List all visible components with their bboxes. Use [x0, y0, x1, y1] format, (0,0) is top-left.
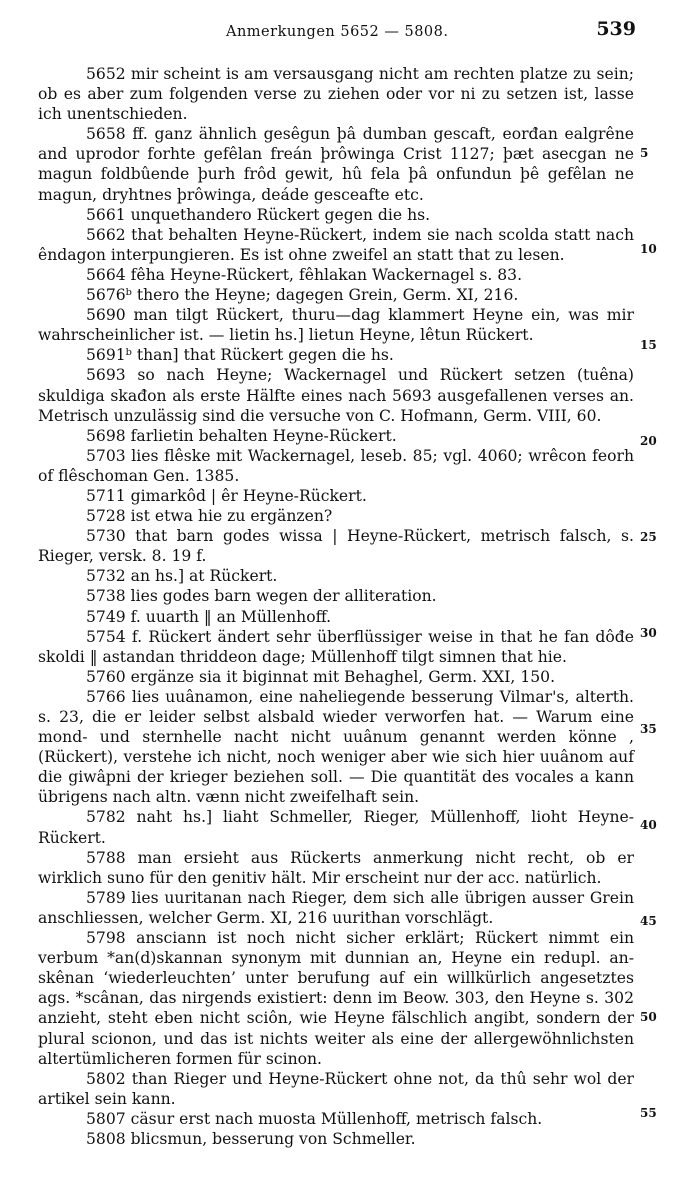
line-number: 25 [640, 530, 657, 544]
note-paragraph: 5789 lies uuritanan nach Rieger, dem sich alle übrigen ausser Grein anschliessen, welcher Germ. XI, 216 uurithan vorschlägt. [38, 888, 634, 927]
note-paragraph: 5749 f. uuarth ‖ an Müllenhoff. [86, 607, 332, 626]
note-paragraph: 5760 ergänze sia it biginnat mit Behaghel, Germ. XXI, 150. [86, 667, 556, 686]
note-paragraph: 5658 ff. ganz ähnlich gesêgun þâ dumban gescaft, eorđan ealgrêne and uprodor forhte gefêlan freán þrôwinga Crist 1127; þæt asecgan ne magun foldbûende þurh frôd gewit, hû fela þâ onfundun þê gefêlan ne magun, dryhtnes þrôwinga, deáde gesceafte etc. [38, 125, 634, 204]
note-paragraph: 5788 man ersieht aus Rückerts anmerkung nicht recht, ob er wirklich suno für den genitiv hält. Mir erscheint nur der acc. natürlich. [38, 848, 634, 887]
note-paragraph: 5664 fêha Heyne-Rückert, fêhlakan Wackernagel s. 83. [86, 265, 523, 284]
note-paragraph: 5691ᵇ than] that Rückert gegen die hs. [86, 346, 394, 365]
line-number: 40 [640, 818, 657, 832]
note-paragraph: 5807 cäsur erst nach muosta Müllenhoff, metrisch falsch. [86, 1109, 543, 1128]
page-header [36, 18, 636, 44]
note-paragraph: 5754 f. Rückert ändert sehr überflüssiger weise in that he fan dôđe skoldi ‖ astandan thriddeon dage; Müllenhoff tilgt simnen that hie. [38, 627, 634, 666]
note-paragraph: 5802 than Rieger und Heyne-Rückert ohne not, da thû sehr wol der artikel sein kann. [38, 1069, 634, 1108]
notes-body [38, 64, 634, 1149]
note-paragraph: 5711 gimarkôd | êr Heyne-Rückert. [86, 486, 367, 505]
line-number: 50 [640, 1010, 657, 1024]
note-paragraph: 5661 unquethandero Rückert gegen die hs. [86, 205, 431, 224]
line-number: 15 [640, 338, 657, 352]
note-paragraph: 5703 lies flêske mit Wackernagel, leseb. 85; vgl. 4060; wrêcon feorh of flêschoman Gen. 1385. [38, 446, 634, 485]
line-number: 55 [640, 1106, 657, 1120]
note-paragraph: 5766 lies uuânamon, eine naheliegende besserung Vilmar's, alterth. s. 23, die er leider selbst alsbald wieder verworfen hat. — Warum eine mond- und sternhelle nacht nicht uuânum genannt werden könne ,(Rückert), verstehe ich nicht, noch weniger aber wie sich hier uuânom auf die giwâpni der krieger beziehen soll. — Die quantität des vocales a kann übrigens nach altn. vænn nicht zweifelhaft sein. [38, 687, 634, 807]
note-paragraph: 5798 ansciann ist noch nicht sicher erklärt; Rückert nimmt ein verbum *an(d)skannan synonym mit dunnian an, Heyne ein redupl. an-skênan ‘wiederleuchten’ unter berufung auf ein willkürlich angesetztes ags. *scânan, das nirgends existiert: denn im Beow. 303, den Heyne s. 302 anzieht, steht eben nicht sciôn, wie Heyne fälschlich angibt, sondern der plural scionon, und das ist nichts weiter als eine der allergewöhnlichsten altertümlicheren formen für scinon. [38, 929, 634, 1068]
note-paragraph: 5728 ist etwa hie zu ergänzen? [86, 507, 333, 526]
line-number: 5 [640, 146, 649, 160]
note-paragraph: 5662 that behalten Heyne-Rückert, indem sie nach scolda statt nach êndagon interpungieren. Es ist ohne zweifel an statt that zu lesen. [38, 225, 634, 264]
line-number: 45 [640, 914, 657, 928]
line-number: 35 [640, 722, 657, 736]
note-paragraph: 5782 naht hs.] liaht Schmeller, Rieger, Müllenhoff, lioht Heyne-Rückert. [38, 808, 634, 847]
note-paragraph: 5676ᵇ thero the Heyne; dagegen Grein, Germ. XI, 216. [86, 286, 519, 305]
running-head: Anmerkungen 5652 — 5808. [226, 24, 449, 40]
page-number: 539 [596, 18, 636, 40]
note-paragraph: 5808 blicsmun, besserung von Schmeller. [86, 1129, 416, 1148]
line-number: 30 [640, 626, 657, 640]
note-paragraph: 5730 that barn godes wissa | Heyne-Rückert, metrisch falsch, s. Rieger, versk. 8. 19 f. [38, 527, 634, 566]
note-paragraph: 5732 an hs.] at Rückert. [86, 567, 278, 586]
note-paragraph: 5690 man tilgt Rückert, thuru—dag klammert Heyne ein, was mir wahrscheinlicher ist. — lietin hs.] lietun Heyne, lêtun Rückert. [38, 306, 634, 345]
note-paragraph: 5693 so nach Heyne; Wackernagel und Rückert setzen (tuêna) skuldiga skađon als erste Hälfte eines nach 5693 ausgefallenen verses an. Metrisch unzulässig sind die versuche von C. Hofmann, Germ. VIII, 60. [38, 366, 634, 425]
note-paragraph: 5652 mir scheint is am versausgang nicht am rechten platze zu sein; ob es aber zum folgenden verse zu ziehen oder vor ni zu setzen ist, lasse ich unentschieden. [38, 65, 634, 124]
note-paragraph: 5698 farlietin behalten Heyne-Rückert. [86, 426, 397, 445]
note-paragraph: 5738 lies godes barn wegen der alliteration. [86, 587, 437, 606]
line-number: 20 [640, 434, 657, 448]
line-number: 10 [640, 242, 657, 256]
